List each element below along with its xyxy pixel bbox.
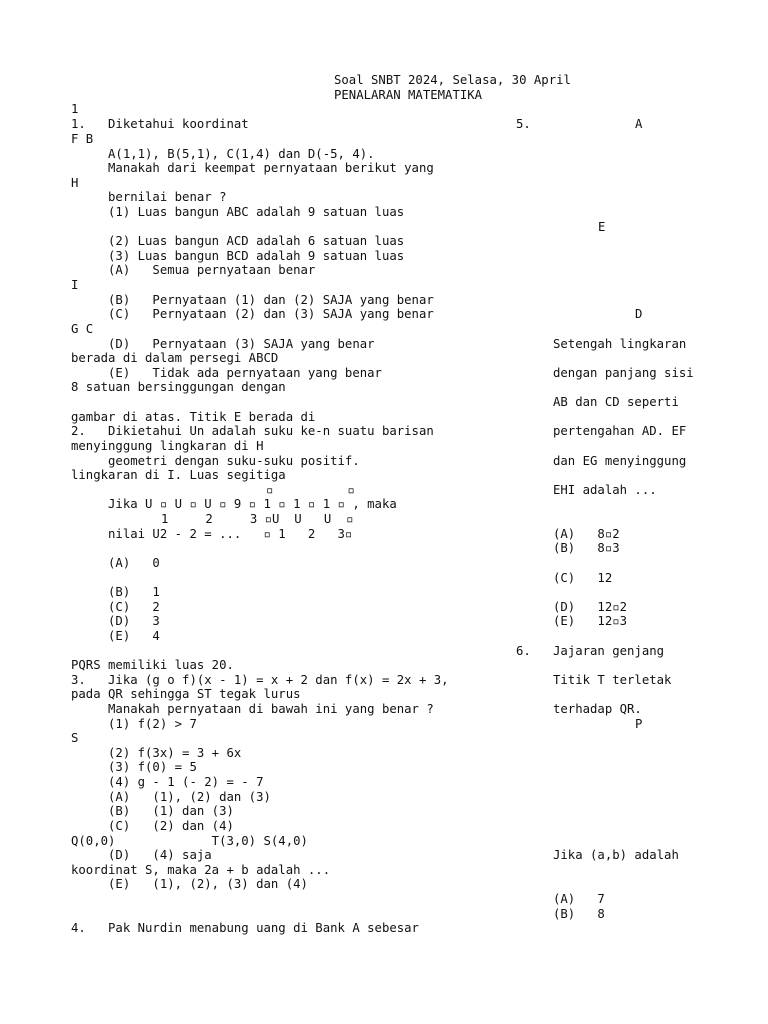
text-line: PQRS memiliki luas 20.	[71, 658, 234, 672]
question-5-text: Setengah lingkaran	[553, 337, 687, 351]
formula-line: nilai U2 - 2 = ... ▫ 1 2 3▫	[71, 527, 353, 541]
option-c: (C) 2	[71, 600, 160, 614]
option-e: (E) Tidak ada pernyataan yang benar	[71, 366, 382, 380]
option-a: (A) 8▫2	[553, 527, 620, 541]
option-d: (D) (4) saja	[71, 848, 212, 862]
question-5-text: dengan panjang sisi	[553, 366, 694, 380]
formula-line: Jika U ▫ U ▫ U ▫ 9 ▫ 1 ▫ 1 ▫ 1 ▫ , maka	[71, 497, 397, 511]
question-1-stem: 1. Diketahui koordinat	[71, 117, 249, 131]
question-5-text: AB dan CD seperti	[553, 395, 679, 409]
figure-label-d: D	[635, 307, 643, 321]
option-e: (E) (1), (2), (3) dan (4)	[71, 877, 308, 891]
option-c: (C) Pernyataan (2) dan (3) SAJA yang benar	[71, 307, 434, 321]
text-line: 1	[71, 102, 79, 116]
option-c: (C) 12	[553, 571, 613, 585]
text-line: 8 satuan bersinggungan dengan	[71, 380, 286, 394]
question-4-stem: 4. Pak Nurdin menabung uang di Bank A sebesar	[71, 921, 419, 935]
text-line: Manakah pernyataan di bawah ini yang benar ?	[71, 702, 434, 716]
text-line: S	[71, 731, 79, 745]
text-line: bernilai benar ?	[71, 190, 227, 204]
question-2-stem: 2. Dikietahui Un adalah suku ke-n suatu barisan	[71, 424, 434, 438]
question-5-number: 5.	[516, 117, 531, 131]
question-6-stem: 6. Jajaran genjang	[516, 644, 665, 658]
option-b: (B) 1	[71, 585, 160, 599]
text-line: geometri dengan suku-suku positif.	[71, 454, 360, 468]
option-e: (E) 12▫3	[553, 614, 628, 628]
text-line: menyinggung lingkaran di H	[71, 439, 264, 453]
text-line: (1) f(2) > 7	[71, 717, 197, 731]
option-d: (D) 12▫2	[553, 600, 628, 614]
text-line: Manakah dari keempat pernyataan berikut yang	[71, 161, 434, 175]
text-line: A(1,1), B(5,1), C(1,4) dan D(-5, 4).	[71, 147, 375, 161]
text-line: F B	[71, 132, 94, 146]
option-b: (B) Pernyataan (1) dan (2) SAJA yang benar	[71, 293, 434, 307]
text-line: gambar di atas. Titik E berada di	[71, 410, 316, 424]
option-b: (B) 8▫3	[553, 541, 620, 555]
question-6-text: terhadap QR.	[553, 702, 642, 716]
text-line: H	[71, 176, 79, 190]
question-3-stem: 3. Jika (g o f)(x - 1) = x + 2 dan f(x) = 2x + 3,	[71, 673, 449, 687]
option-a: (A) 0	[71, 556, 160, 570]
question-5-text: pertengahan AD. EF	[553, 424, 687, 438]
option-a: (A) 7	[553, 892, 605, 906]
option-b: (B) (1) dan (3)	[71, 804, 234, 818]
text-line: G C	[71, 322, 94, 336]
figure-coordinates: Q(0,0) T(3,0) S(4,0)	[71, 834, 308, 848]
text-line: (1) Luas bangun ABC adalah 9 satuan luas	[71, 205, 405, 219]
figure-label-a: A	[635, 117, 643, 131]
text-line: (3) f(0) = 5	[71, 760, 197, 774]
question-5-text: EHI adalah ...	[553, 483, 657, 497]
formula-line: ▫ ▫	[266, 483, 355, 497]
option-c: (C) (2) dan (4)	[71, 819, 234, 833]
figure-label-e: E	[598, 220, 606, 234]
document-subtitle: PENALARAN MATEMATIKA	[334, 88, 483, 102]
option-a: (A) Semua pernyataan benar	[71, 263, 316, 277]
option-e: (E) 4	[71, 629, 160, 643]
document-title: Soal SNBT 2024, Selasa, 30 April	[334, 73, 571, 87]
question-6-text: Jika (a,b) adalah	[553, 848, 679, 862]
text-line: lingkaran di I. Luas segitiga	[71, 468, 286, 482]
question-5-text: dan EG menyinggung	[553, 454, 687, 468]
text-line: (2) Luas bangun ACD adalah 6 satuan luas	[71, 234, 405, 248]
question-6-text: Titik T terletak	[553, 673, 672, 687]
text-line: (2) f(3x) = 3 + 6x	[71, 746, 242, 760]
text-line: (4) g - 1 (- 2) = - 7	[71, 775, 264, 789]
option-d: (D) 3	[71, 614, 160, 628]
text-line: (3) Luas bangun BCD adalah 9 satuan luas	[71, 249, 405, 263]
formula-line: 1 2 3 ▫U U U ▫	[161, 512, 354, 526]
text-line: I	[71, 278, 79, 292]
option-d: (D) Pernyataan (3) SAJA yang benar	[71, 337, 375, 351]
text-line: berada di dalam persegi ABCD	[71, 351, 279, 365]
option-b: (B) 8	[553, 907, 605, 921]
figure-label-p: P	[635, 717, 643, 731]
option-a: (A) (1), (2) dan (3)	[71, 790, 271, 804]
text-line: koordinat S, maka 2a + b adalah ...	[71, 863, 331, 877]
text-line: pada QR sehingga ST tegak lurus	[71, 687, 301, 701]
